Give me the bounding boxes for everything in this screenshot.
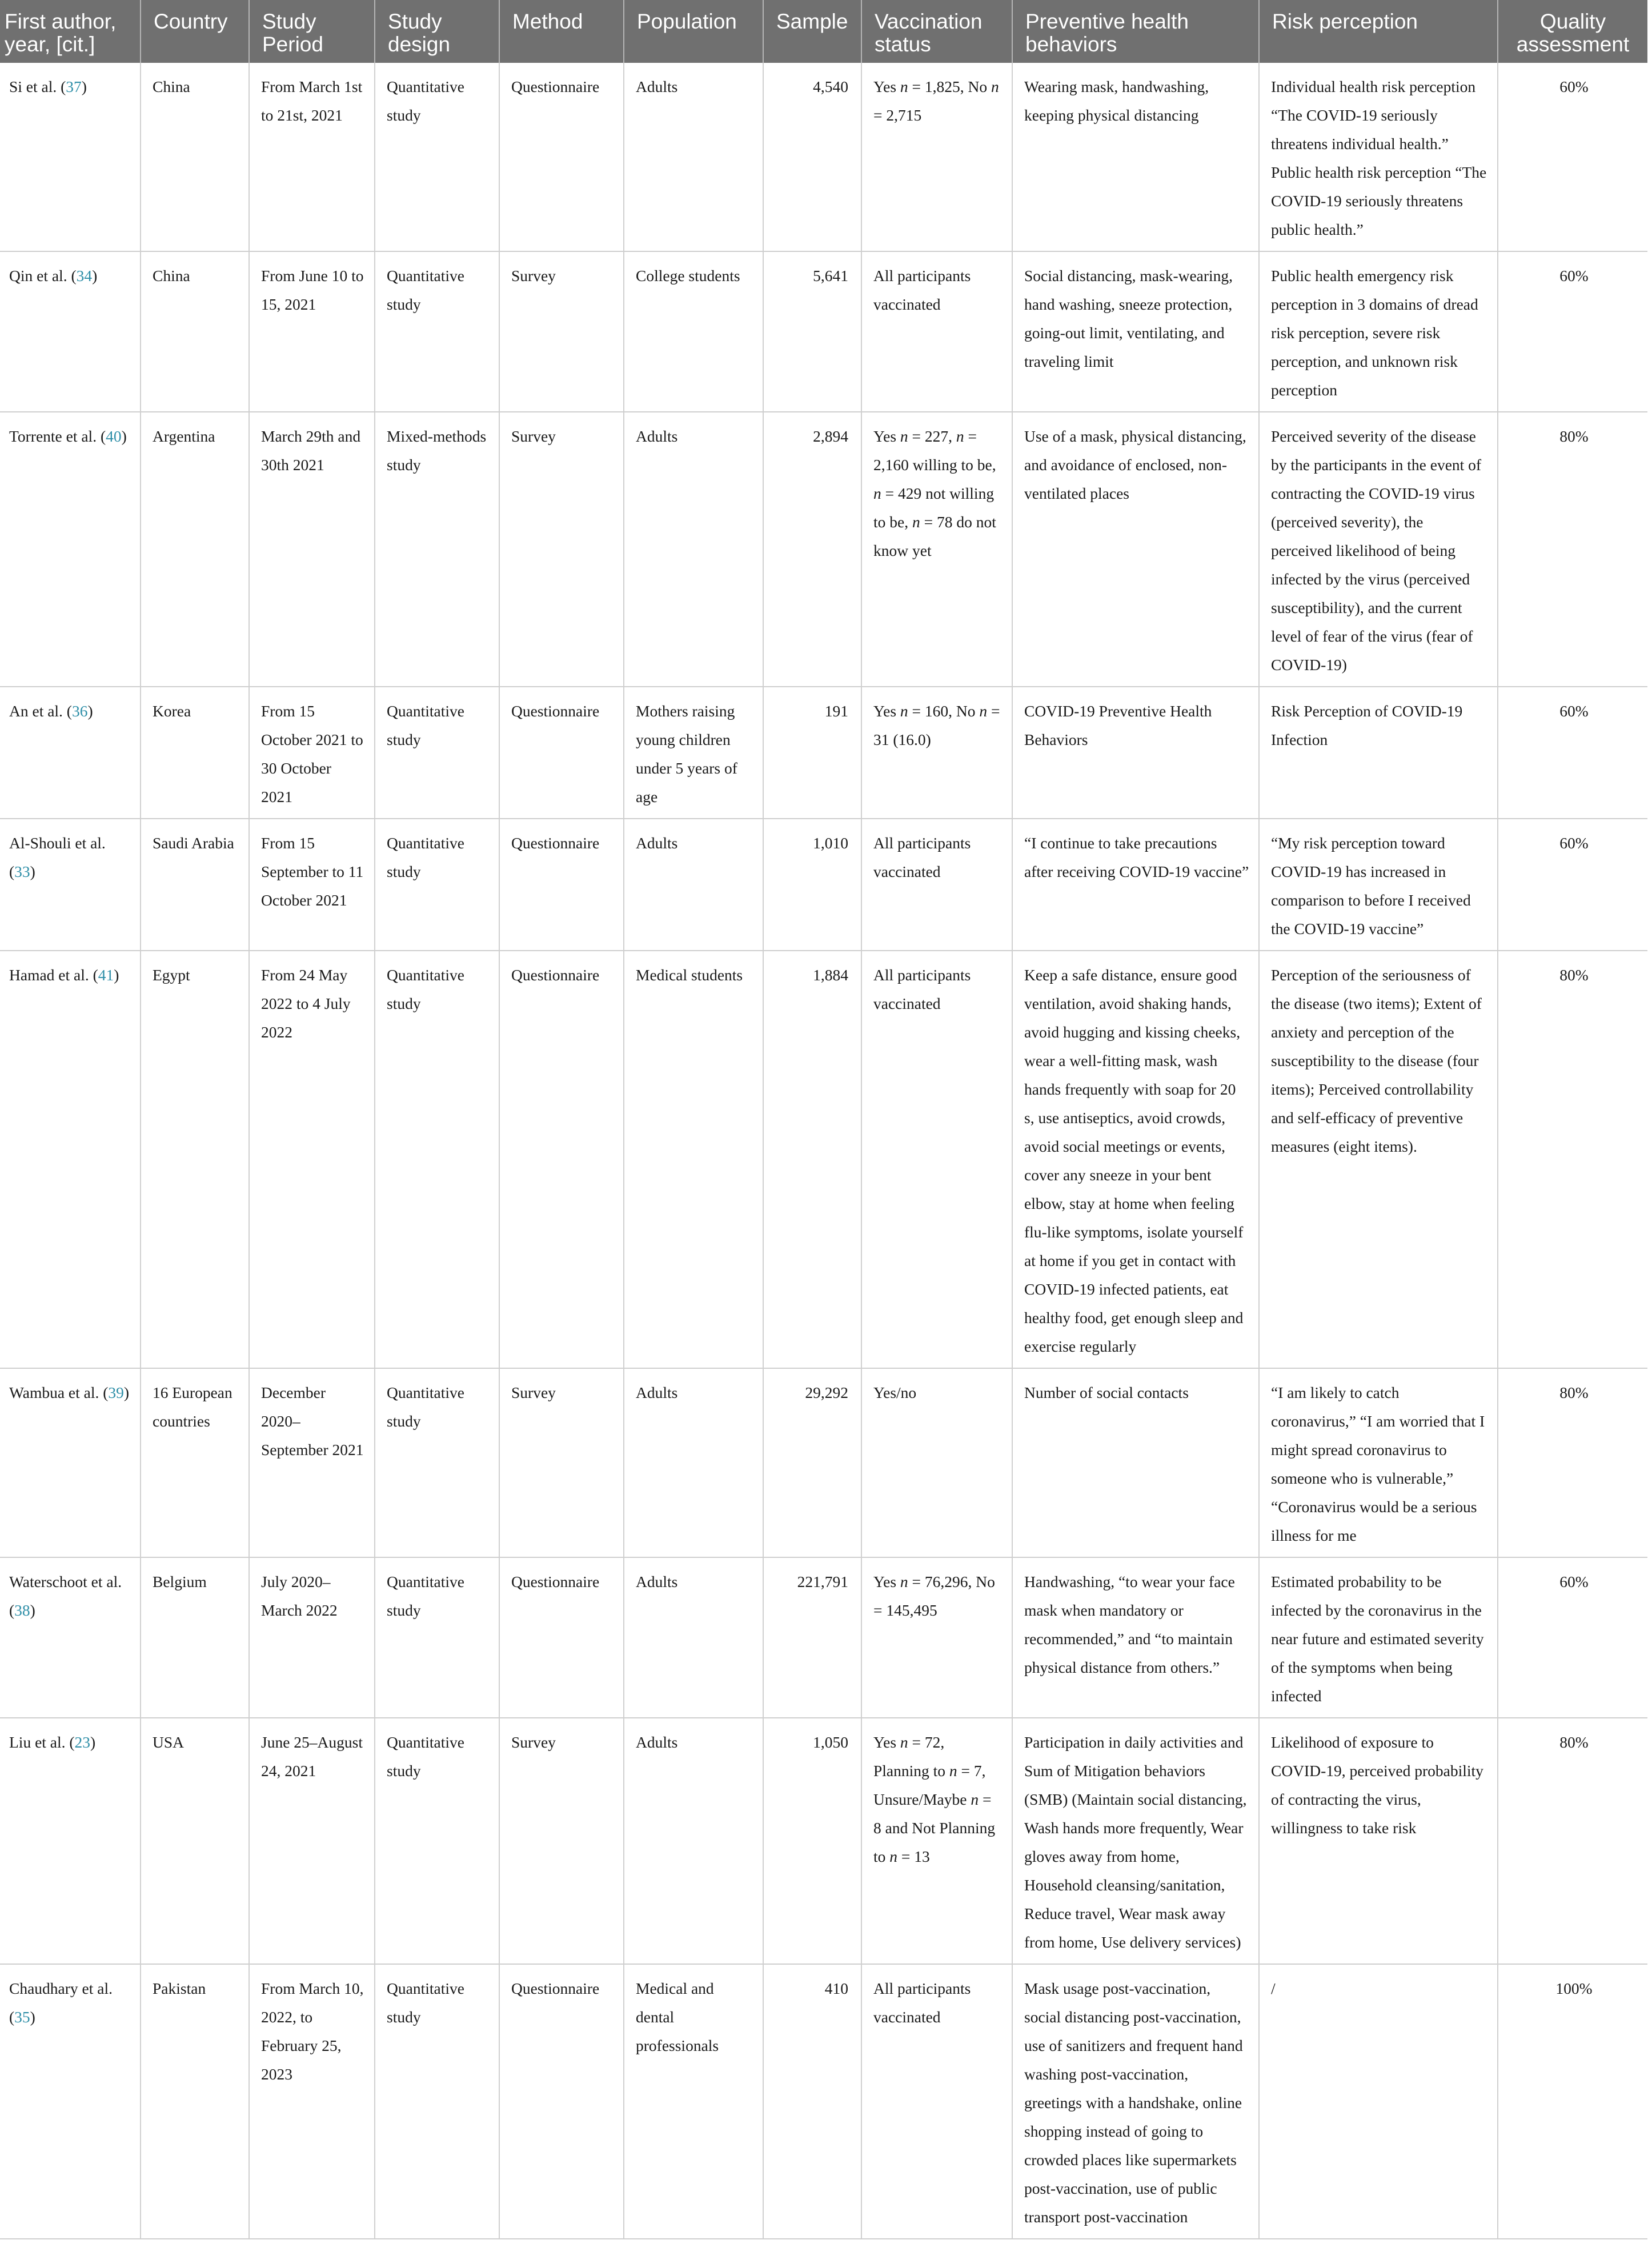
population-cell: College students (624, 251, 763, 412)
quality-assessment-cell: 100% (1498, 1964, 1647, 2239)
risk-perception-cell: “My risk perception toward COVID-19 has increased in comparison to before I received the COVID-19 vaccine” (1259, 819, 1498, 951)
author-text: Chaudhary et al. ( (9, 1980, 113, 2026)
citation-close-paren: ) (30, 2008, 35, 2026)
quality-assessment-cell: 80% (1498, 412, 1647, 687)
risk-perception-cell: Public health emergency risk perception in 3 domains of dread risk perception, severe risk perception, and unknown risk perception (1259, 251, 1498, 412)
study-design-cell: Quantitative study (375, 1964, 499, 2239)
population-cell: Adults (624, 1718, 763, 1964)
header-sample: Sample (763, 0, 861, 63)
country-cell: Pakistan (141, 1964, 249, 2239)
preventive-behaviors-cell: Number of social contacts (1012, 1368, 1259, 1557)
header-author: First author, year, [cit.] (0, 0, 141, 63)
preventive-behaviors-cell: Mask usage post-vaccination, social distancing post-vaccination, use of sanitizers and frequent hand washing post-vaccination, greetings with a handshake, online shopping instead of going to crowded places like supermarkets post-vaccination, use of public transport post-vaccination (1012, 1964, 1259, 2239)
quality-assessment-cell: 60% (1498, 1557, 1647, 1718)
study-period-cell: From March 1st to 21st, 2021 (249, 63, 375, 251)
population-cell: Adults (624, 63, 763, 251)
table-row (0, 951, 1647, 1368)
method-cell: Questionnaire (499, 1557, 624, 1718)
country-cell: Korea (141, 687, 249, 819)
table-row (0, 251, 1647, 412)
citation-close-paren: ) (121, 427, 127, 445)
table-row (0, 1557, 1647, 1718)
quality-assessment-cell: 80% (1498, 1718, 1647, 1964)
study-design-cell: Quantitative study (375, 951, 499, 1368)
author-cell (0, 819, 141, 951)
preventive-behaviors-cell: Use of a mask, physical distancing, and avoidance of enclosed, non-ventilated places (1012, 412, 1259, 687)
method-cell: Survey (499, 1368, 624, 1557)
preventive-behaviors-cell: Handwashing, “to wear your face mask when mandatory or recommended,” and “to maintain physical distance from others.” (1012, 1557, 1259, 1718)
citation-link[interactable]: 35 (14, 2008, 30, 2026)
quality-assessment-cell: 60% (1498, 819, 1647, 951)
sample-cell: 1,050 (763, 1718, 861, 1964)
citation-close-paren: ) (123, 1384, 130, 1401)
risk-perception-cell: “I am likely to catch coronavirus,” “I am worried that I might spread coronavirus to someone who is vulnerable,” “Coronavirus would be a serious illness for me (1259, 1368, 1498, 1557)
study-design-cell: Quantitative study (375, 687, 499, 819)
header-study-design: Study design (375, 0, 499, 63)
citation-close-paren: ) (92, 267, 98, 284)
quality-assessment-cell: 80% (1498, 951, 1647, 1368)
sample-cell: 4,540 (763, 63, 861, 251)
citation-link[interactable]: 33 (14, 863, 30, 880)
author-cell (0, 63, 141, 251)
vaccination-status-cell: Yes n = 227, n = 2,160 willing to be, n = 429 not willing to be, n = 78 do not know yet (861, 412, 1012, 687)
sample-cell: 191 (763, 687, 861, 819)
study-period-cell: From 24 May 2022 to 4 July 2022 (249, 951, 375, 1368)
author-text: Hamad et al. ( (9, 966, 98, 984)
country-cell: Argentina (141, 412, 249, 687)
quality-assessment-cell: 60% (1498, 687, 1647, 819)
method-cell: Questionnaire (499, 63, 624, 251)
table-row (0, 819, 1647, 951)
population-cell: Mothers raising young children under 5 years of age (624, 687, 763, 819)
method-cell: Questionnaire (499, 819, 624, 951)
study-design-cell: Quantitative study (375, 251, 499, 412)
header-study-period: Study Period (249, 0, 375, 63)
preventive-behaviors-cell: “I continue to take precautions after receiving COVID-19 vaccine” (1012, 819, 1259, 951)
risk-perception-cell: / (1259, 1964, 1498, 2239)
sample-cell: 29,292 (763, 1368, 861, 1557)
sample-cell: 2,894 (763, 412, 861, 687)
citation-link[interactable]: 34 (76, 267, 93, 284)
study-period-cell: From March 10, 2022, to February 25, 2023 (249, 1964, 375, 2239)
citation-link[interactable]: 36 (71, 702, 88, 720)
country-cell: Egypt (141, 951, 249, 1368)
table-row (0, 1368, 1647, 1557)
sample-cell: 221,791 (763, 1557, 861, 1718)
header-risk-perception: Risk perception (1259, 0, 1498, 63)
study-design-cell: Quantitative study (375, 1557, 499, 1718)
country-cell: China (141, 63, 249, 251)
header-vaccination-status: Vaccination status (861, 0, 1012, 63)
study-period-cell: From 15 September to 11 October 2021 (249, 819, 375, 951)
country-cell: China (141, 251, 249, 412)
table-row (0, 1718, 1647, 1964)
study-design-cell: Mixed-methods study (375, 412, 499, 687)
sample-cell: 5,641 (763, 251, 861, 412)
citation-close-paren: ) (114, 966, 119, 984)
author-cell (0, 1368, 141, 1557)
author-cell (0, 951, 141, 1368)
risk-perception-cell: Risk Perception of COVID-19 Infection (1259, 687, 1498, 819)
author-cell (0, 1718, 141, 1964)
author-text: Qin et al. ( (9, 267, 77, 284)
author-text: Torrente et al. ( (9, 427, 106, 445)
citation-link[interactable]: 37 (66, 78, 82, 95)
risk-perception-cell: Likelihood of exposure to COVID-19, perceived probability of contracting the virus, willingness to take risk (1259, 1718, 1498, 1964)
method-cell: Questionnaire (499, 687, 624, 819)
citation-close-paren: ) (81, 78, 87, 95)
author-cell (0, 412, 141, 687)
method-cell: Questionnaire (499, 1964, 624, 2239)
sample-cell: 1,884 (763, 951, 861, 1368)
population-cell: Adults (624, 1368, 763, 1557)
population-cell: Adults (624, 819, 763, 951)
risk-perception-cell: Individual health risk perception “The COVID-19 seriously threatens individual health.” Public health risk perception “The COVID-19 seriously threatens public health.” (1259, 63, 1498, 251)
citation-link[interactable]: 38 (14, 1601, 30, 1619)
method-cell: Questionnaire (499, 951, 624, 1368)
author-text: An et al. ( (9, 702, 72, 720)
citation-link[interactable]: 23 (74, 1733, 91, 1751)
study-period-cell: July 2020–March 2022 (249, 1557, 375, 1718)
table-row (0, 687, 1647, 819)
header-quality-assessment: Quality assessment (1498, 0, 1647, 63)
citation-close-paren: ) (87, 702, 93, 720)
country-cell: USA (141, 1718, 249, 1964)
risk-perception-cell: Perception of the seriousness of the disease (two items); Extent of anxiety and perception of the susceptibility to the disease (four items); Perceived controllability and self-efficacy of preventive measures (eight items). (1259, 951, 1498, 1368)
study-design-cell: Quantitative study (375, 1368, 499, 1557)
study-design-cell: Quantitative study (375, 1718, 499, 1964)
author-cell (0, 251, 141, 412)
sample-cell: 1,010 (763, 819, 861, 951)
vaccination-status-cell: Yes n = 76,296, No = 145,495 (861, 1557, 1012, 1718)
citation-close-paren: ) (90, 1733, 96, 1751)
risk-perception-cell: Perceived severity of the disease by the participants in the event of contracting the COVID-19 virus (perceived severity), the perceived likelihood of being infected by the virus (perceived susceptibility), and the current level of fear of the virus (fear of COVID-19) (1259, 412, 1498, 687)
study-period-cell: June 25–August 24, 2021 (249, 1718, 375, 1964)
study-design-cell: Quantitative study (375, 63, 499, 251)
study-design-cell: Quantitative study (375, 819, 499, 951)
author-text: Waterschoot et al. ( (9, 1573, 122, 1619)
header-population: Population (624, 0, 763, 63)
citation-close-paren: ) (30, 863, 35, 880)
preventive-behaviors-cell: Participation in daily activities and Sum of Mitigation behaviors (SMB) (Maintain social distancing, Wash hands more frequently, Wear gloves away from home, Household cleansing/sanitation, Reduce travel, Wear mask away from home, Use delivery services) (1012, 1718, 1259, 1964)
sample-cell: 410 (763, 1964, 861, 2239)
author-text: Si et al. ( (9, 78, 66, 95)
vaccination-status-cell: All participants vaccinated (861, 251, 1012, 412)
header-preventive-behaviors: Preventive health behaviors (1012, 0, 1259, 63)
quality-assessment-cell: 60% (1498, 63, 1647, 251)
risk-perception-cell: Estimated probability to be infected by the coronavirus in the near future and estimated severity of the symptoms when being infected (1259, 1557, 1498, 1718)
study-period-cell: March 29th and 30th 2021 (249, 412, 375, 687)
country-cell: 16 European countries (141, 1368, 249, 1557)
author-text: Liu et al. ( (9, 1733, 75, 1751)
preventive-behaviors-cell: COVID-19 Preventive Health Behaviors (1012, 687, 1259, 819)
quality-assessment-cell: 60% (1498, 251, 1647, 412)
preventive-behaviors-cell: Wearing mask, handwashing, keeping physical distancing (1012, 63, 1259, 251)
citation-close-paren: ) (30, 1601, 35, 1619)
country-cell: Saudi Arabia (141, 819, 249, 951)
vaccination-status-cell: All participants vaccinated (861, 819, 1012, 951)
table-row (0, 412, 1647, 687)
table-row (0, 1964, 1647, 2239)
method-cell: Survey (499, 412, 624, 687)
method-cell: Survey (499, 1718, 624, 1964)
citation-link[interactable]: 40 (106, 427, 122, 445)
preventive-behaviors-cell: Keep a safe distance, ensure good ventilation, avoid shaking hands, avoid hugging and kissing cheeks, wear a well-fitting mask, wash hands frequently with soap for 20 s, use antiseptics, avoid crowds, avoid social meetings or events, cover any sneeze in your bent elbow, stay at home when feeling flu-like symptoms, isolate yourself at home if you get in contact with COVID-19 infected patients, eat healthy food, get enough sleep and exercise regularly (1012, 951, 1259, 1368)
vaccination-status-cell: Yes/no (861, 1368, 1012, 1557)
header-row (0, 0, 1647, 63)
population-cell: Medical students (624, 951, 763, 1368)
citation-link[interactable]: 39 (108, 1384, 124, 1401)
author-text: Al-Shouli et al. ( (9, 834, 106, 880)
method-cell: Survey (499, 251, 624, 412)
vaccination-status-cell: Yes n = 72, Planning to n = 7, Unsure/Maybe n = 8 and Not Planning to n = 13 (861, 1718, 1012, 1964)
quality-assessment-cell: 80% (1498, 1368, 1647, 1557)
author-cell (0, 1964, 141, 2239)
vaccination-status-cell: Yes n = 1,825, No n = 2,715 (861, 63, 1012, 251)
table-row (0, 63, 1647, 251)
study-period-cell: From June 10 to 15, 2021 (249, 251, 375, 412)
vaccination-status-cell: Yes n = 160, No n = 31 (16.0) (861, 687, 1012, 819)
vaccination-status-cell: All participants vaccinated (861, 951, 1012, 1368)
author-text: Wambua et al. ( (9, 1384, 109, 1401)
header-method: Method (499, 0, 624, 63)
citation-link[interactable]: 41 (98, 966, 114, 984)
vaccination-status-cell: All participants vaccinated (861, 1964, 1012, 2239)
country-cell: Belgium (141, 1557, 249, 1718)
population-cell: Medical and dental professionals (624, 1964, 763, 2239)
study-period-cell: December 2020–September 2021 (249, 1368, 375, 1557)
preventive-behaviors-cell: Social distancing, mask-wearing, hand washing, sneeze protection, going-out limit, ventilating, and traveling limit (1012, 251, 1259, 412)
author-cell (0, 1557, 141, 1718)
author-cell (0, 687, 141, 819)
table-header (0, 0, 1647, 63)
population-cell: Adults (624, 412, 763, 687)
study-period-cell: From 15 October 2021 to 30 October 2021 (249, 687, 375, 819)
population-cell: Adults (624, 1557, 763, 1718)
table-body (0, 63, 1647, 2239)
header-country: Country (141, 0, 249, 63)
